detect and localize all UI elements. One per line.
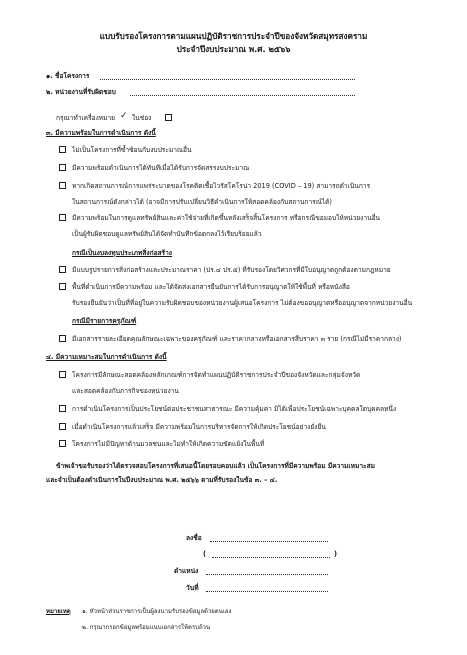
s3-item-2: มีความพร้อมดำเนินการได้ทันทีเมื่อได้รับการจัดสรรงบประมาณ [72, 164, 250, 172]
s3-item-4-cont: เป็นผู้รับผิดชอบดูแลทรัพย์สินได้จัดทำบันทึกข้อตกลงไว้เรียบร้อยแล้ว [72, 230, 262, 238]
s3-item-3: หากเกิดสถานการณ์การแพร่ระบาดของโรคติดเชื้อไวรัสโคโรน่า 2019 (COVID – 19) สามารถดำเนินการ [72, 182, 371, 190]
equipment-item-1: มีเอกสารรายละเอียดคุณลักษณะเฉพาะของครุภัณฑ์ และราคากลางหรือเอกสารสืบราคา ๓ ราย (กรณีไม่มีราคากลาง) [72, 335, 402, 343]
note-label: หมายเหตุ [46, 608, 71, 615]
document-subtitle: ประจำปีงบประมาณ พ.ศ. ๒๕๖๖ [176, 44, 291, 54]
section4-heading: ๔. มีความเหมาะสมในการดำเนินการ ดังนี้ [46, 353, 167, 361]
checkbox-s4-1[interactable] [59, 371, 66, 378]
checkbox-s3-2[interactable] [59, 164, 66, 171]
checkbox-s4-4[interactable] [59, 440, 66, 447]
checkbox-construction-2[interactable] [59, 283, 66, 290]
project-name-label: ๑. ชื่อโครงการ [46, 72, 90, 80]
agency-label: ๒. หน่วยงานที่รับผิดชอบ [46, 88, 116, 96]
note-1: ๑. หัวหน้าส่วนราชการเป็นผู้ลงนามรับรองข้อมูลด้วยตนเอง [82, 608, 232, 615]
construction-item-2: พื้นที่ดำเนินการมีความพร้อม และได้จัดส่งเอกสารยืนยันการได้รับการอนุญาตให้ใช้พื้นที่ หรือหนังสือ [72, 283, 350, 291]
agency-field[interactable] [130, 95, 355, 96]
signature-field[interactable] [210, 541, 328, 542]
s4-item-2: การดำเนินโครงการเป็นประโยชน์ต่อประชาชนสาธารณะ มีความคุ้มค่า มิได้เพื่อประโยชน์เฉพาะบุคคลใดบุคคลหนึ่ง [72, 405, 397, 413]
certification-line-2: และจำเป็นต้องดำเนินการในปีงบประมาณ พ.ศ. ๒๕๖๖ ตามที่รับรองในข้อ ๓. – ๔. [46, 476, 278, 484]
s4-item-3: เมื่อดำเนินโครงการแล้วเสร็จ มีความพร้อมในการบริหารจัดการให้เกิดประโยชน์อย่างยั่งยืน [72, 423, 326, 431]
checkbox-s3-3[interactable] [59, 182, 66, 189]
instruction-text: กรุณาทำเครื่องหมาย [56, 114, 116, 122]
date-label: วันที่ [186, 584, 199, 592]
checkbox-construction-1[interactable] [59, 266, 66, 273]
sample-checkbox [165, 114, 172, 121]
checkbox-s4-3[interactable] [59, 423, 66, 430]
printed-name-field[interactable] [212, 557, 330, 558]
s4-item-1: โครงการมีลักษณะสอดคล้องหลักเกณฑ์การจัดทำแผนปฏิบัติราชการประจำปีของจังหวัดและกลุ่มจังหวัด [72, 371, 361, 379]
checkbox-equipment-1[interactable] [59, 335, 66, 342]
s4-item-1-cont: และสอดคล้องกับภารกิจของหน่วยงาน [72, 387, 179, 395]
s4-item-4: โครงการไม่มีปัญหาด้านมวลชนและไม่ทำให้เกิดความขัดแย้งในพื้นที่ [72, 440, 265, 448]
position-field[interactable] [206, 574, 328, 575]
s3-item-3-cont: ในสถานการณ์ดังกล่าวได้ (อาจมีการปรับเปลี่ยนวิธีดำเนินการให้สอดคล้องกับสถานการณ์ได้) [72, 198, 332, 206]
date-field[interactable] [206, 591, 328, 592]
checkbox-s3-4[interactable] [59, 214, 66, 221]
document-title: แบบรับรองโครงการตามแผนปฏิบัติราชการประจำปีของจังหวัดสมุทรสงคราม [99, 31, 368, 41]
construction-item-2-cont: รับรองยืนยันว่าเป็นที่ที่อยู่ในความรับผิดชอบของหน่วยงานผู้เสนอโครงการ ไม่ต้องขออนุญาตหรืออนุญาตจากหน่วยงานอื่น [72, 299, 413, 307]
checkbox-s4-2[interactable] [59, 405, 66, 412]
project-name-field[interactable] [100, 79, 355, 80]
s3-item-1: ไม่เป็นโครงการที่ซ้ำซ้อนกับงบประมาณอื่น [72, 146, 192, 154]
position-label: ตำแหน่ง [174, 567, 199, 575]
paren-close: ) [334, 550, 338, 558]
equipment-subheading: กรณีมีรายการครุภัณฑ์ [72, 317, 137, 325]
certification-line-1: ข้าพเจ้าขอรับรองว่าได้ตรวจสอบโครงการที่เสนอนี้โดยรอบคอบแล้ว เป็นโครงการที่มีความพร้อม มีความเหมาะสม [56, 462, 375, 470]
paren-open: ( [203, 550, 207, 558]
sign-label: ลงชื่อ [186, 534, 202, 542]
checkbox-s3-1[interactable] [59, 146, 66, 153]
s3-item-4: มีความพร้อมในการดูแลทรัพย์สินและค่าใช้จ่ายที่เกิดขึ้นหลังเสร็จสิ้นโครงการ หรือกรณีขอมอบให้หน่วยงานอื่น [72, 214, 381, 222]
note-2: ๒. กรุณากรอกข้อมูลพร้อมแนบเอกสารให้ครบถ้วน [82, 624, 211, 631]
construction-subheading: กรณีเป็นงบลงทุนประเภทสิ่งก่อสร้าง [72, 249, 173, 257]
section3-heading: ๓. มีความพร้อมในการดำเนินการ ดังนี้ [46, 129, 156, 137]
instruction-suffix: ในช่อง [132, 114, 152, 122]
construction-item-1: มีแบบรูปรายการสิ่งก่อสร้างและประมาณราคา (ปร.๔ ปร.๕) ที่รับรองโดยวิศวกรที่มีใบอนุญาตถูกต้องตามกฎหมาย [72, 266, 391, 274]
check-mark-icon: ✓ [120, 111, 128, 121]
